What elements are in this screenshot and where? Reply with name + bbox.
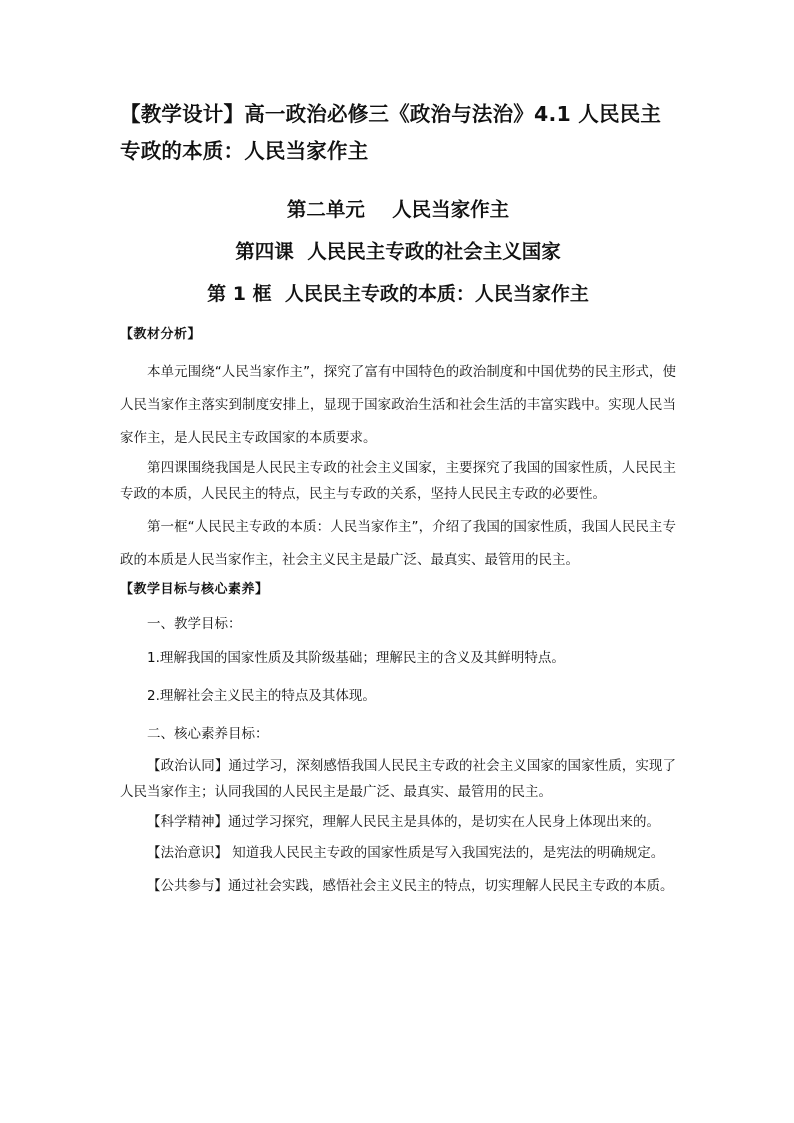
- analysis-paragraph: 第四课围绕我国是人民民主专政的社会主义国家，主要探究了我国的国家性质，人民民主专政的本质，人民民主的特点，民主与专政的关系，坚持人民民主专政的必要性。: [120, 460, 676, 502]
- core-item: 【政治认同】通过学习，深刻感悟我国人民民主专政的社会主义国家的国家性质，实现了人民当家作主；认同我国的人民民主是最广泛、最真实、最管用的民主。: [120, 758, 676, 800]
- core-goals-label: 二、核心素养目标：: [147, 726, 269, 742]
- document-title: 【教学设计】高一政治必修三《政治与法治》4.1 人民民主专政的本质：人民当家作主: [120, 102, 662, 163]
- core-item: 【科学精神】通过学习探究，理解人民民主是具体的，是切实在人民身上体现出来的。: [147, 814, 660, 830]
- document-page: [120, 96, 676, 903]
- analysis-paragraph: 第一框“人民民主专政的本质：人民当家作主”，介绍了我国的国家性质，我国人民民主专政的本质是人民当家作主，社会主义民主是最广泛、最真实、最管用的民主。: [120, 519, 676, 568]
- goals-body: [120, 613, 676, 903]
- section-heading-goals: 【教学目标与核心素养】: [120, 582, 269, 597]
- unit-title: 第二单元 人民当家作主: [286, 198, 510, 221]
- section-heading-analysis: 【教材分析】: [120, 327, 202, 342]
- teaching-goal-item: 1.理解我国的国家性质及其阶级基础；理解民主的含义及其鲜明特点。: [147, 650, 565, 666]
- lesson-title: 第四课 人民民主专政的社会主义国家: [235, 240, 561, 263]
- teaching-goal-item: 2.理解社会主义民主的特点及其体现。: [147, 688, 376, 704]
- analysis-paragraph: 本单元围绕“人民当家作主”，探究了富有中国特色的政治制度和中国优势的民主形式，使人民当家作主落实到制度安排上，显现于国家政治生活和社会生活的丰富实践中。实现人民当家作主，是人民民主专政国家的本质要求。: [120, 364, 676, 446]
- analysis-body: [120, 356, 676, 577]
- teaching-goals-label: 一、教学目标：: [147, 616, 242, 632]
- frame-title: 第 1 框 人民民主专政的本质：人民当家作主: [207, 283, 589, 305]
- core-item: 【法治意识】 知道我人民民主专政的国家性质是写入我国宪法的，是宪法的明确规定。: [147, 845, 665, 861]
- core-item: 【公共参与】通过社会实践，感悟社会主义民主的特点，切实理解人民民主专政的本质。: [147, 878, 674, 894]
